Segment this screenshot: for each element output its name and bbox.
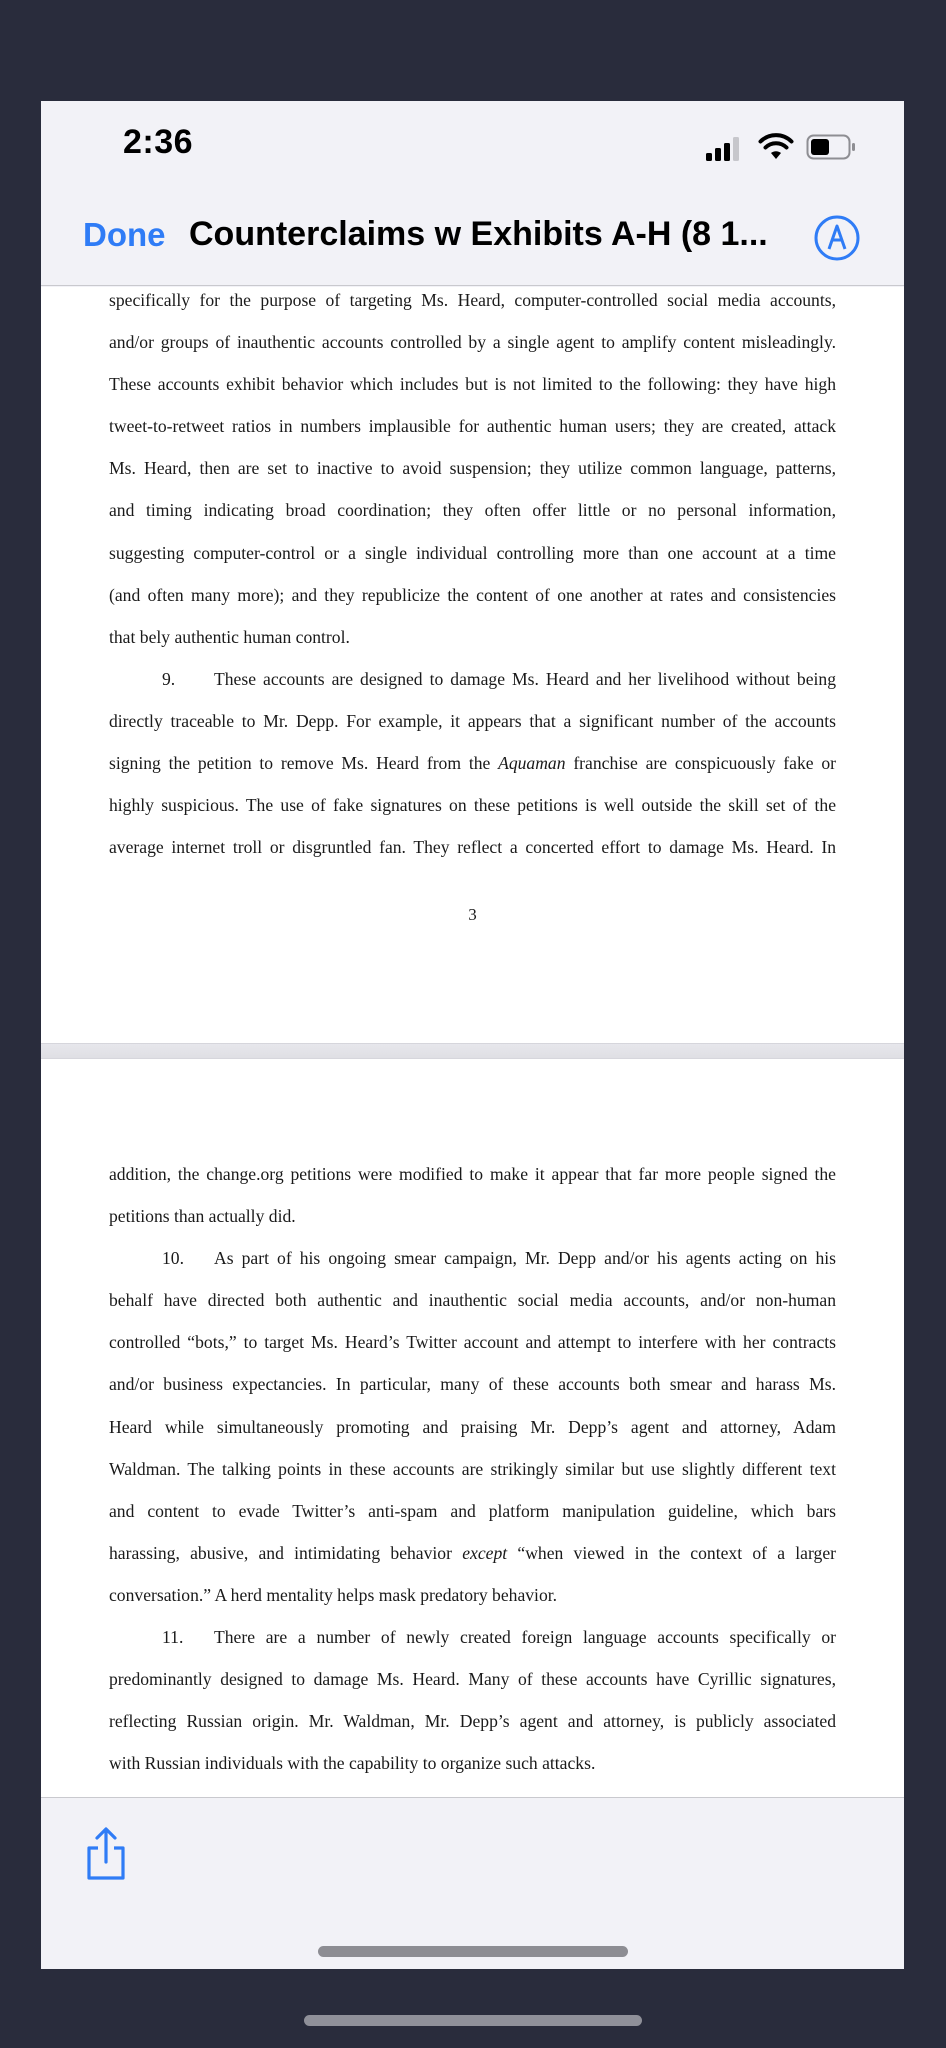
text-line: and/or groups of inauthentic accounts controlled by a single agent to amplify content misleadingly. bbox=[109, 332, 836, 353]
wifi-icon bbox=[758, 133, 794, 161]
text-line: behalf have directed both authentic and inauthentic social media accounts, and/or non-human bbox=[109, 1290, 836, 1311]
text-line: with Russian individuals with the capability to organize such attacks. bbox=[109, 1753, 596, 1774]
text-line: highly suspicious. The use of fake signatures on these petitions is well outside the skill set of the bbox=[109, 795, 836, 816]
text-line: average internet troll or disgruntled fan. They reflect a concerted effort to damage Ms. Heard. In bbox=[109, 837, 836, 858]
status-bar bbox=[41, 101, 904, 196]
text-line: Heard while simultaneously promoting and praising Mr. Depp’s agent and attorney, Adam bbox=[109, 1416, 836, 1437]
text-line: petitions than actually did. bbox=[109, 1206, 296, 1227]
status-time: 2:36 bbox=[123, 123, 194, 161]
text-line: and timing indicating broad coordination; they often offer little or no personal information, bbox=[109, 500, 836, 521]
text-line: (and often many more); and they republicize the content of one another at rates and consistencies bbox=[109, 584, 836, 605]
emphasized-text: Aquaman bbox=[498, 753, 566, 774]
share-icon[interactable] bbox=[83, 1826, 129, 1882]
text-line-with-emphasis bbox=[109, 1532, 836, 1574]
document-title: Counterclaims w Exhibits A-H (8 1... bbox=[189, 215, 768, 253]
markup-pen-icon[interactable] bbox=[813, 214, 861, 262]
text-line: Waldman. The talking points in these accounts are strikingly similar but use slightly different text bbox=[109, 1458, 836, 1479]
bottom-toolbar bbox=[41, 1797, 904, 1969]
page-body-text bbox=[109, 287, 836, 868]
document-page bbox=[41, 1059, 904, 1797]
text-segment: signing the petition to remove Ms. Heard from the bbox=[109, 753, 499, 774]
cellular-signal-icon bbox=[706, 137, 746, 161]
text-line: tweet-to-retweet ratios in numbers implausible for authentic human users; they are created, attack bbox=[109, 416, 836, 437]
document-page bbox=[41, 287, 904, 1043]
text-line: Ms. Heard, then are set to inactive to avoid suspension; they utilize common language, patterns, bbox=[109, 458, 836, 479]
done-button[interactable]: Done bbox=[83, 216, 166, 253]
text-segment: franchise are conspicuously fake or bbox=[565, 753, 836, 774]
paragraph-number: 9. bbox=[162, 668, 176, 689]
text-line: and/or business expectancies. In particular, many of these accounts both smear and harass Ms. bbox=[109, 1374, 836, 1395]
phone-screen bbox=[41, 101, 904, 1969]
text-line-with-emphasis bbox=[109, 742, 836, 784]
text-segment: harassing, abusive, and intimidating behavior bbox=[109, 1542, 463, 1563]
navigation-bar bbox=[41, 196, 904, 286]
emphasized-text: except bbox=[462, 1542, 508, 1563]
text-line: directly traceable to Mr. Depp. For example, it appears that a significant number of the accounts bbox=[109, 710, 836, 731]
text-line: and content to evade Twitter’s anti-spam and platform manipulation guideline, which bars bbox=[109, 1500, 836, 1521]
paragraph-9-start bbox=[109, 658, 836, 700]
page-separator bbox=[41, 1043, 904, 1059]
text-line: that bely authentic human control. bbox=[109, 626, 350, 647]
text-line: reflecting Russian origin. Mr. Waldman, Mr. Depp’s agent and attorney, is publicly associated bbox=[109, 1711, 836, 1732]
text-segment: “when viewed in the context of a larger bbox=[507, 1542, 836, 1563]
document-viewer[interactable] bbox=[41, 287, 904, 1797]
text-line: controlled “bots,” to target Ms. Heard’s Twitter account and attempt to interfere with her contracts bbox=[109, 1332, 836, 1353]
text-line: As part of his ongoing smear campaign, Mr. Depp and/or his agents acting on his bbox=[214, 1248, 836, 1269]
text-line: There are a number of newly created foreign language accounts specifically or bbox=[214, 1627, 836, 1648]
text-line: addition, the change.org petitions were modified to make it appear that far more people signed the bbox=[109, 1164, 836, 1184]
home-indicator[interactable] bbox=[318, 1946, 628, 1957]
battery-icon bbox=[806, 134, 856, 160]
text-line: These accounts are designed to damage Ms. Heard and her livelihood without being bbox=[214, 668, 836, 689]
page-body-text bbox=[109, 1153, 836, 1784]
text-line: conversation.” A herd mentality helps mask predatory behavior. bbox=[109, 1584, 558, 1605]
home-indicator-outer[interactable] bbox=[304, 2015, 642, 2026]
paragraph-number: 11. bbox=[162, 1627, 184, 1648]
paragraph-number: 10. bbox=[162, 1248, 184, 1269]
text-line: specifically for the purpose of targeting Ms. Heard, computer-controlled social media accounts, bbox=[109, 290, 836, 310]
text-line: suggesting computer-control or a single individual controlling more than one account at a time bbox=[109, 542, 836, 563]
paragraph-10-start bbox=[109, 1237, 836, 1279]
page-number: 3 bbox=[468, 905, 477, 924]
text-line: These accounts exhibit behavior which includes but is not limited to the following: they have high bbox=[109, 374, 836, 395]
paragraph-11-start bbox=[109, 1616, 836, 1658]
text-line: predominantly designed to damage Ms. Heard. Many of these accounts have Cyrillic signatures, bbox=[109, 1669, 836, 1690]
